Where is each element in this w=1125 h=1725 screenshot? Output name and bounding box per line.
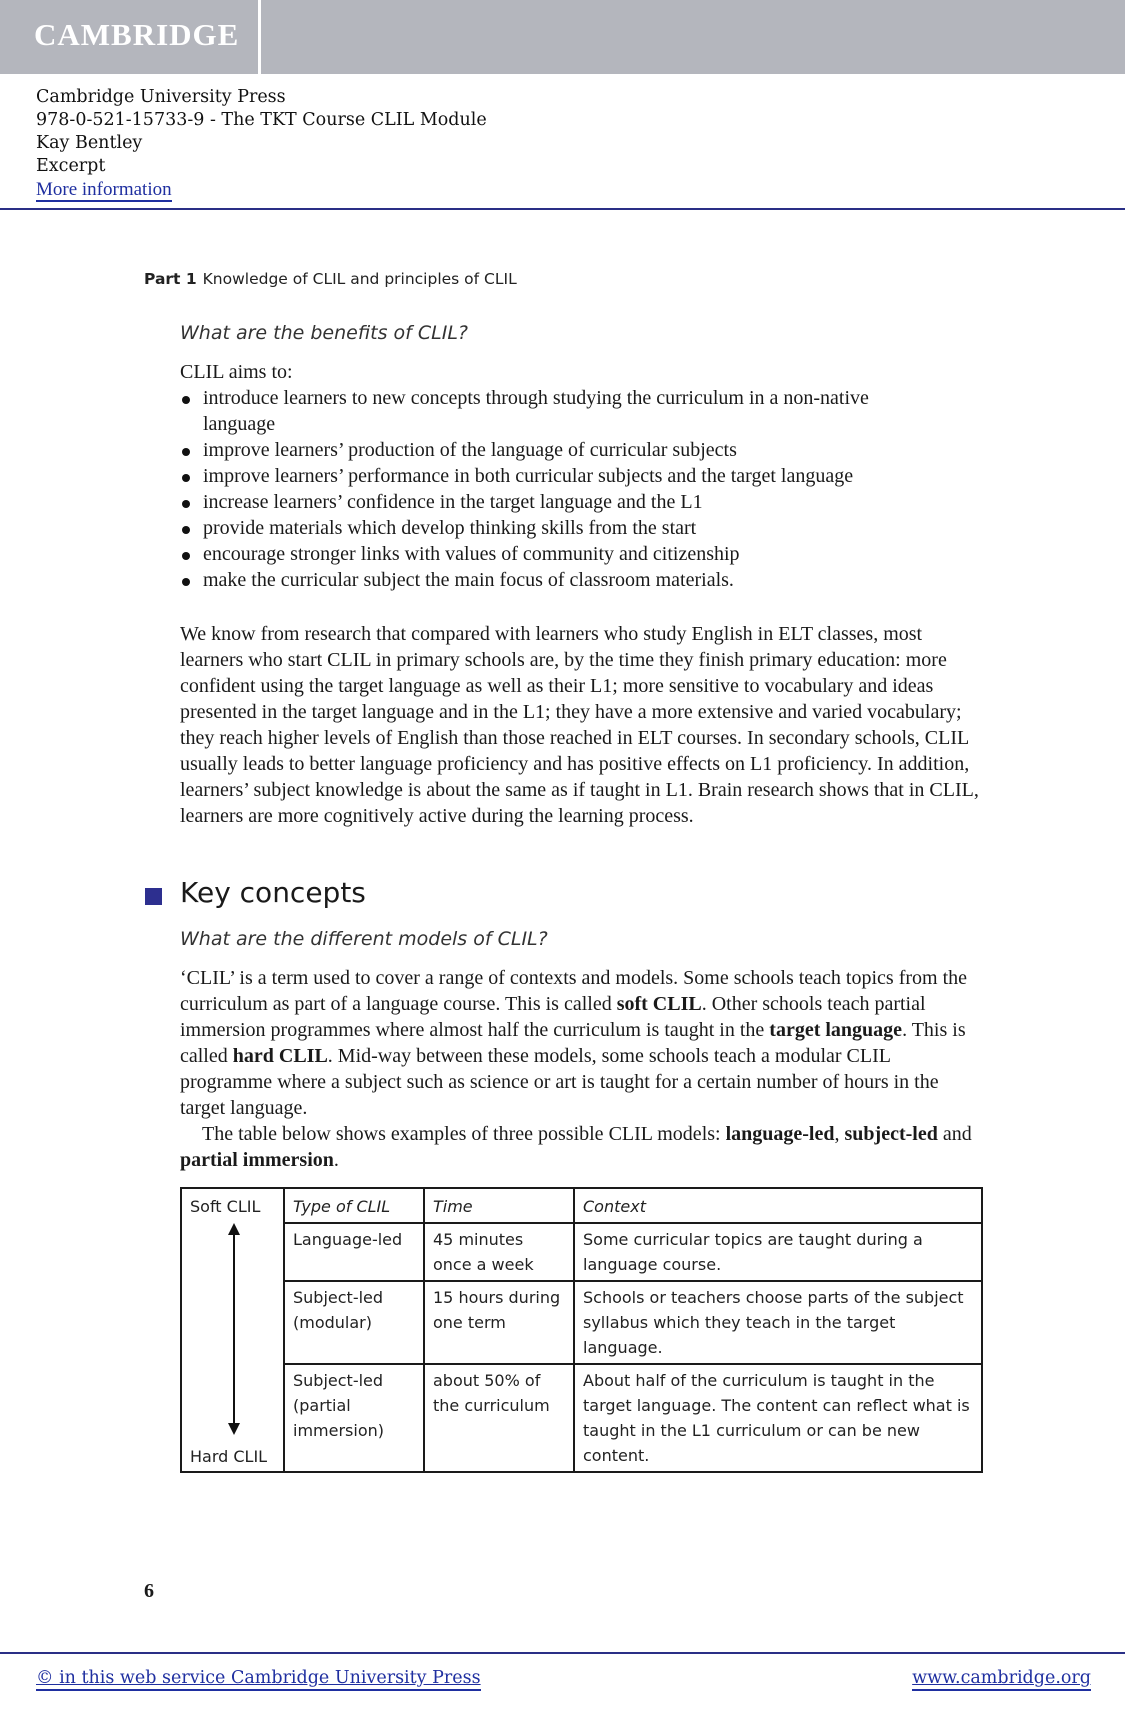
scale-soft-label: Soft CLIL <box>190 1197 261 1216</box>
list-item: provide materials which develop thinking skills from the start <box>180 515 980 541</box>
logo-box <box>0 0 261 74</box>
column-header-type: Type of CLIL <box>284 1188 424 1223</box>
page-number: 6 <box>144 1580 154 1602</box>
cambridge-logo: CAMBRIDGE <box>34 17 240 52</box>
table-intro-paragraph: The table below shows examples of three possible CLIL models: language-led, subject-led and partial immersion. <box>180 1123 972 1171</box>
table-row <box>181 1281 982 1364</box>
table-row <box>181 1223 982 1281</box>
scale-line <box>233 1229 235 1429</box>
list-item: improve learners’ performance in both curricular subjects and the target language <box>180 463 980 489</box>
cell-time: 15 hours during one term <box>424 1281 574 1364</box>
author: Kay Bentley <box>36 133 143 153</box>
part-label: Part 1 <box>144 270 197 288</box>
term-partial-immersion: partial immersion <box>180 1149 334 1171</box>
cell-type: Language-led <box>284 1223 424 1281</box>
term-soft-clil: soft CLIL <box>616 993 702 1015</box>
term-target-language: target language <box>769 1019 903 1041</box>
clil-models-table <box>180 1187 983 1473</box>
scale-hard-label: Hard CLIL <box>190 1447 268 1466</box>
cell-type: Subject-led (modular) <box>284 1281 424 1364</box>
clil-scale-cell <box>181 1188 284 1472</box>
running-head <box>144 270 517 288</box>
term-language-led: language-led <box>725 1123 835 1145</box>
models-paragraph: ‘CLIL’ is a term used to cover a range of contexts and models. Some schools teach topics from the curriculum as part of a language course. This is called soft CLIL. Other schools teach partial immersion programmes where almost half the curriculum is taught in the target language. This is called hard CLIL. Mid-way between these models, some schools teach a modular CLIL programme where a subject such as science or art is taught for a certain number of hours in the target language. <box>180 967 968 1119</box>
column-header-time: Time <box>424 1188 574 1223</box>
benefits-intro: CLIL aims to: <box>180 361 293 383</box>
header-band <box>0 0 1125 74</box>
benefits-question: What are the benefits of CLIL? <box>180 322 468 344</box>
term-subject-led: subject-led <box>844 1123 938 1145</box>
term-hard-clil: hard CLIL <box>232 1045 328 1067</box>
table-row <box>181 1364 982 1472</box>
header-rule <box>0 208 1125 210</box>
cell-type: Subject-led (partial immersion) <box>284 1364 424 1472</box>
part-title: Knowledge of CLIL and principles of CLIL <box>202 270 517 288</box>
table-header-row <box>181 1188 982 1223</box>
list-item: improve learners’ production of the language of curricular subjects <box>180 437 980 463</box>
arrow-down-icon <box>228 1423 240 1435</box>
column-header-context: Context <box>574 1188 982 1223</box>
list-item: increase learners’ confidence in the target language and the L1 <box>180 489 980 515</box>
section-heading: Key concepts <box>180 876 366 909</box>
cell-context: Some curricular topics are taught during a language course. <box>574 1223 982 1281</box>
cell-context: Schools or teachers choose parts of the subject syllabus which they teach in the target language. <box>574 1281 982 1364</box>
list-item: introduce learners to new concepts through studying the curriculum in a non-native language <box>180 385 943 437</box>
research-paragraph: We know from research that compared with learners who study English in ELT classes, most learners who start CLIL in primary schools are, by the time they finish primary education: more confident using the target language as well as their L1; more sensitive to vocabulary and ideas presented in the target language and in the L1; they have a more extensive and varied vocabulary; they reach higher levels of English than those reached in ELT courses. In secondary schools, CLIL usually leads to better language proficiency and has positive effects on L1 proficiency. In addition, learners’ subject knowledge is about the same as if taught in L1. Brain research shows that in CLIL, learners are more cognitively active during the learning process. <box>180 623 979 827</box>
more-information-link[interactable]: More information <box>36 179 172 200</box>
list-item: encourage stronger links with values of community and citizenship <box>180 541 980 567</box>
cell-context: About half of the curriculum is taught in the target language. The content can reflect what is taught in the L1 curriculum or can be new content. <box>574 1364 982 1472</box>
footer-rule <box>0 1652 1125 1654</box>
list-item: make the curricular subject the main focus of classroom materials. <box>180 567 980 593</box>
isbn-title: 978-0-521-15733-9 - The TKT Course CLIL Module <box>36 110 487 130</box>
excerpt-label: Excerpt <box>36 156 106 176</box>
copyright-link[interactable]: © in this web service Cambridge University Press <box>36 1668 481 1691</box>
cell-time: about 50% of the curriculum <box>424 1364 574 1472</box>
publisher: Cambridge University Press <box>36 87 286 107</box>
models-question: What are the different models of CLIL? <box>180 928 548 950</box>
section-square-icon <box>145 888 162 905</box>
book-metadata <box>36 86 487 202</box>
cell-time: 45 minutes once a week <box>424 1223 574 1281</box>
website-link[interactable]: www.cambridge.org <box>912 1668 1091 1691</box>
benefits-list <box>180 385 980 593</box>
